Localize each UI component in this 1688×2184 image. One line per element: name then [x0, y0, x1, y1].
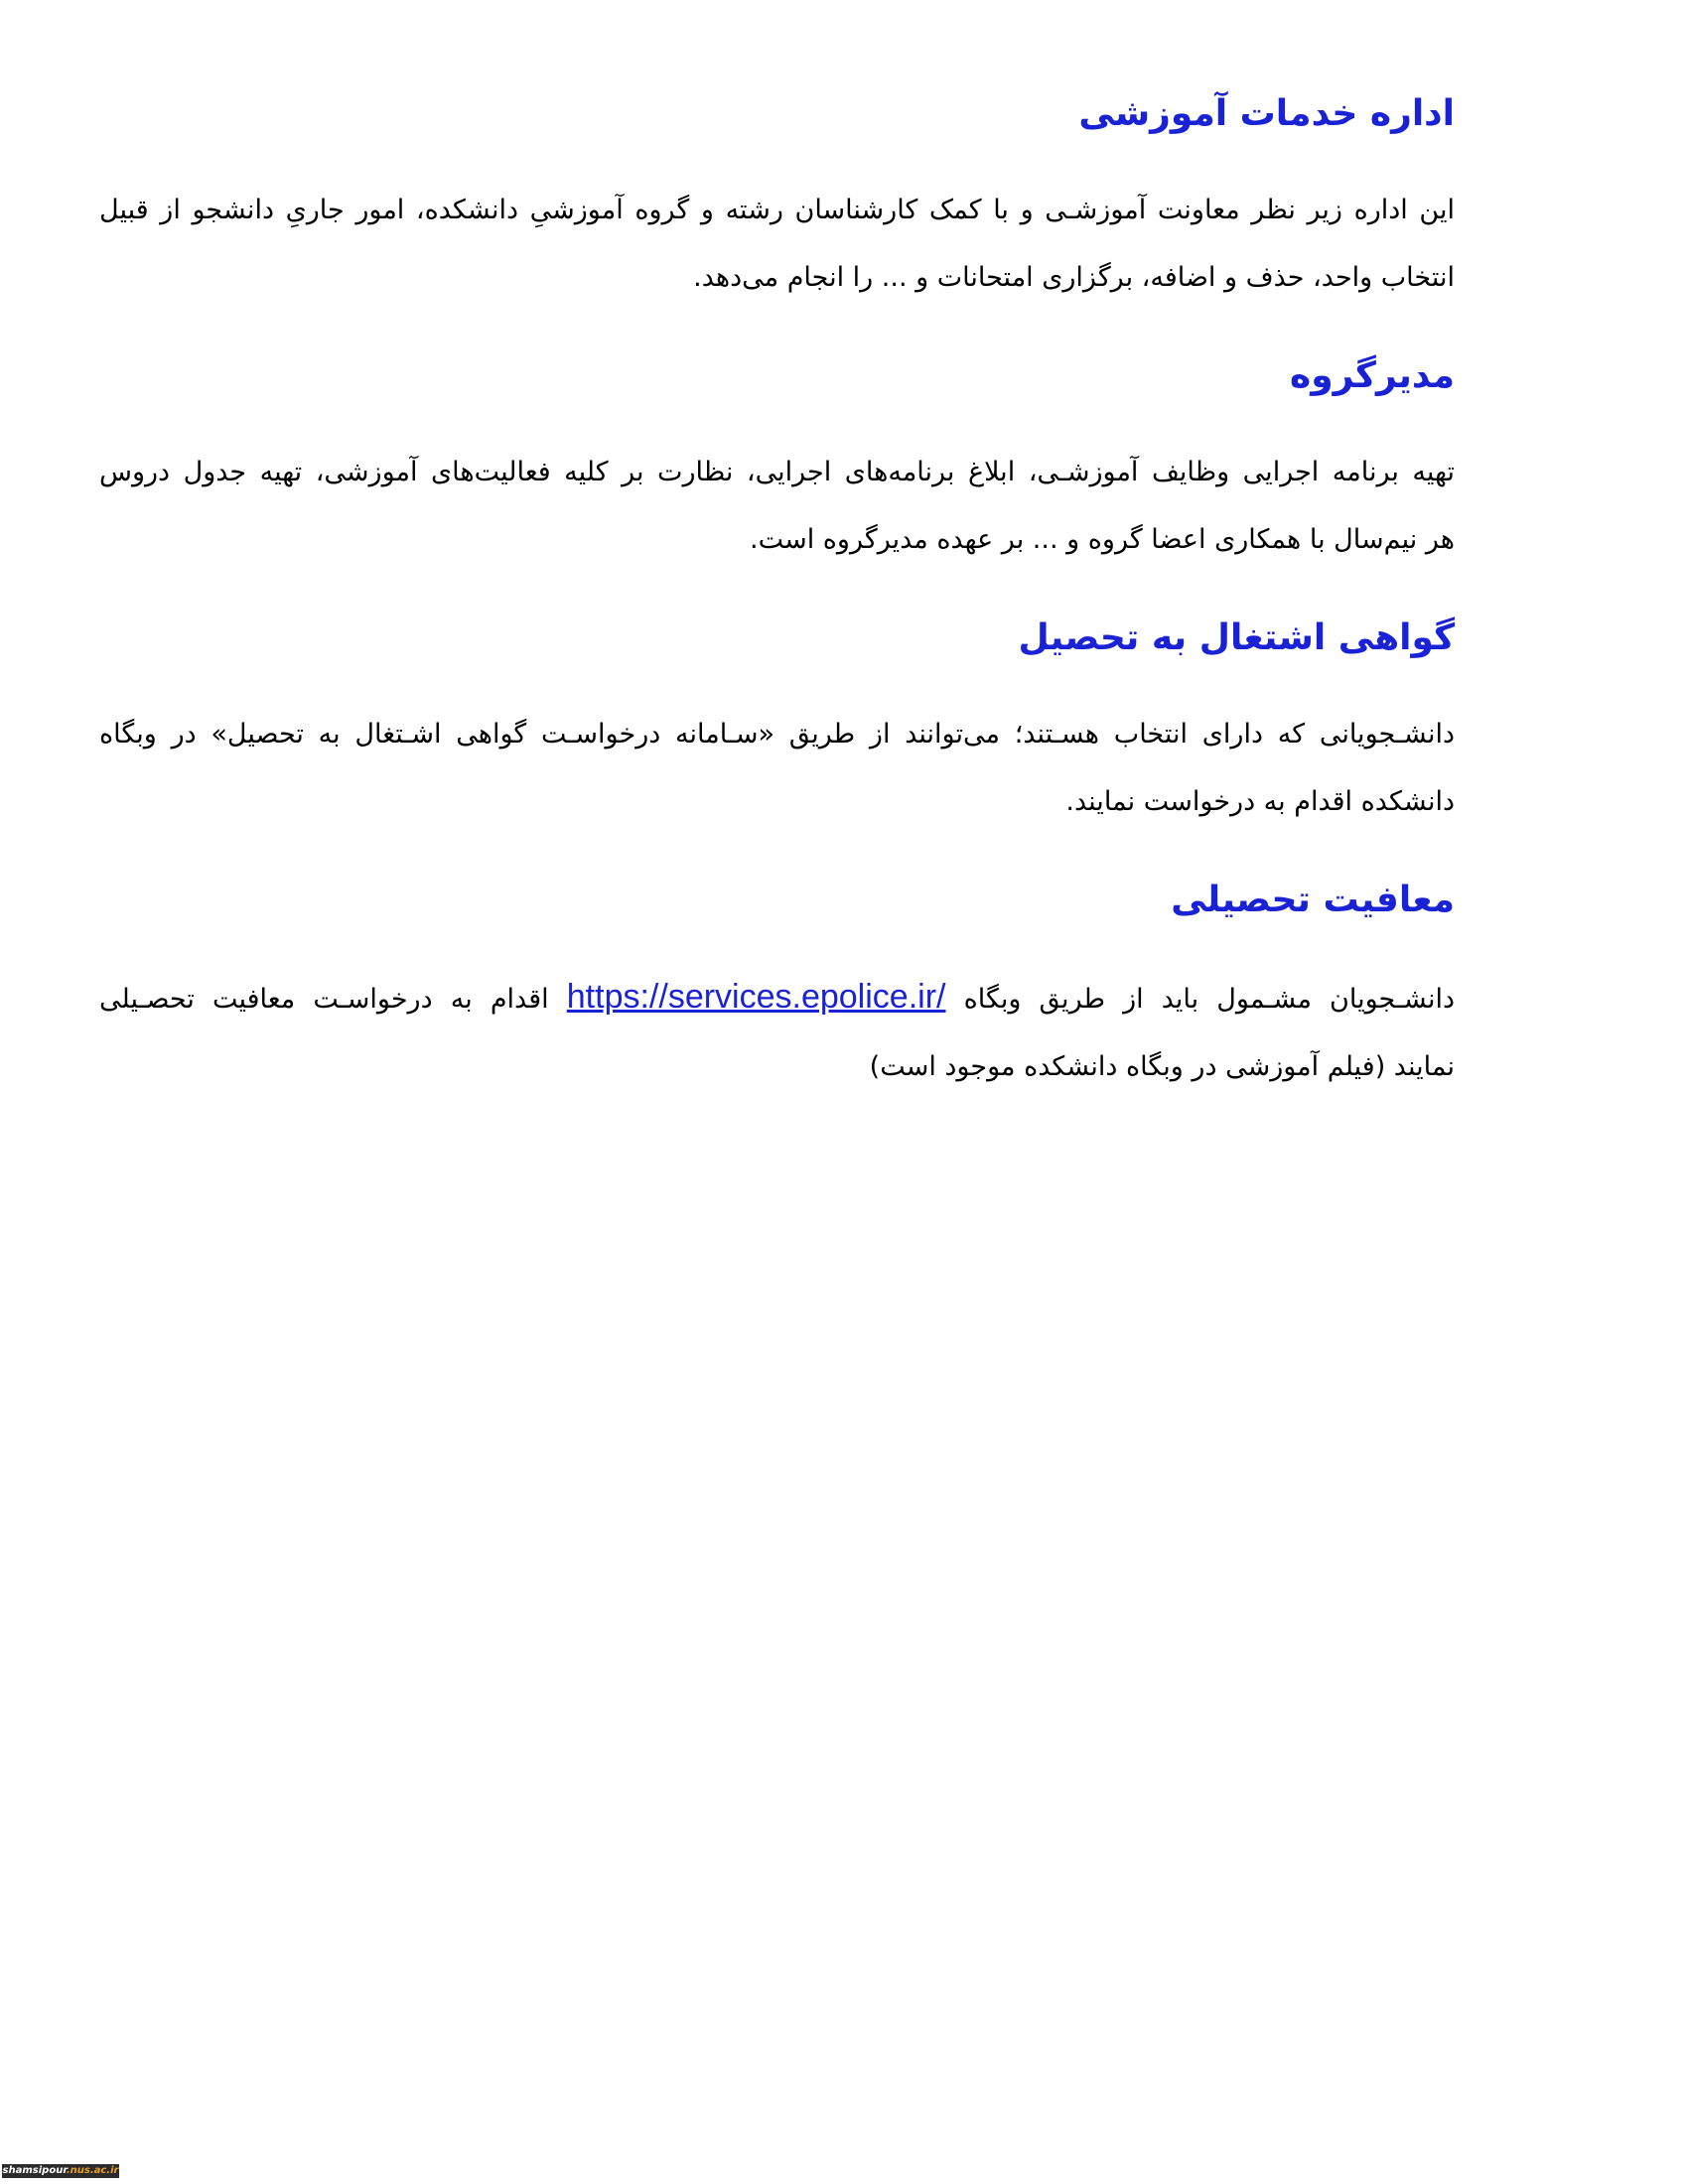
paragraph-line: دانشکده اقدام به درخواست نمایند.	[1065, 786, 1455, 817]
section-education-services	[99, 79, 1455, 312]
watermark-badge	[2, 2164, 119, 2178]
paragraph-academic-exemption	[99, 963, 1455, 1101]
epolice-services-link[interactable]: https://services.epolice.ir/	[566, 978, 946, 1016]
heading-education-services: اداره خدمات آموزشی	[1078, 93, 1455, 134]
exemption-text-before-link: دانشـجویان مشـمول باید از طریق وبگاه	[945, 984, 1455, 1015]
watermark-domain: .nus.ac.ir	[66, 2165, 119, 2176]
paragraph-education-services	[99, 177, 1455, 312]
paragraph-line: این اداره زیر نظر معاونت آموزشـی و با کمک کارشناسان رشته و گروه آموزشیِ دانشکده، امور جاریِ دانشجو از قبیل	[99, 195, 1455, 225]
paragraph-line: تهیه برنامه اجرایی وظایف آموزشـی، ابلاغ برنامه‌های اجرایی، نظارت بر کلیه فعالیت‌های آموزشی، تهیه جدول دروس	[99, 457, 1455, 487]
paragraph-line: دانشـجویانی که دارای انتخاب هسـتند؛ می‌توانند از طریق «سـامانه درخواسـت گواهی اشـتغال به تحصیل» در وبگاه	[99, 719, 1455, 750]
section-enrollment-certificate	[99, 604, 1455, 836]
exemption-text-after-link: اقدام به درخواسـت معافیت تحصـیلی	[99, 984, 567, 1015]
heading-department-head: مدیرگروه	[1290, 355, 1455, 396]
paragraph-enrollment-certificate	[99, 701, 1455, 836]
paragraph-line: انتخاب واحد، حذف و اضافه، برگزاری امتحانات و ... را انجام می‌دهد.	[693, 262, 1455, 293]
paragraph-line: نمایند (فیلم آموزشی در وبگاه دانشکده موجود است)	[869, 1051, 1455, 1082]
section-department-head	[99, 341, 1455, 574]
heading-academic-exemption: معافیت تحصیلی	[1171, 880, 1455, 920]
paragraph-line: هر نیم‌سال با همکاری اعضا گروه و ... بر عهده مدیرگروه است.	[749, 524, 1455, 555]
heading-enrollment-certificate: گواهی اشتغال به تحصیل	[1018, 617, 1455, 658]
paragraph-line	[99, 963, 1455, 1033]
document-content	[99, 79, 1455, 1131]
section-academic-exemption	[99, 866, 1455, 1101]
paragraph-department-head	[99, 439, 1455, 574]
watermark-name: shamsipour	[2, 2165, 67, 2176]
